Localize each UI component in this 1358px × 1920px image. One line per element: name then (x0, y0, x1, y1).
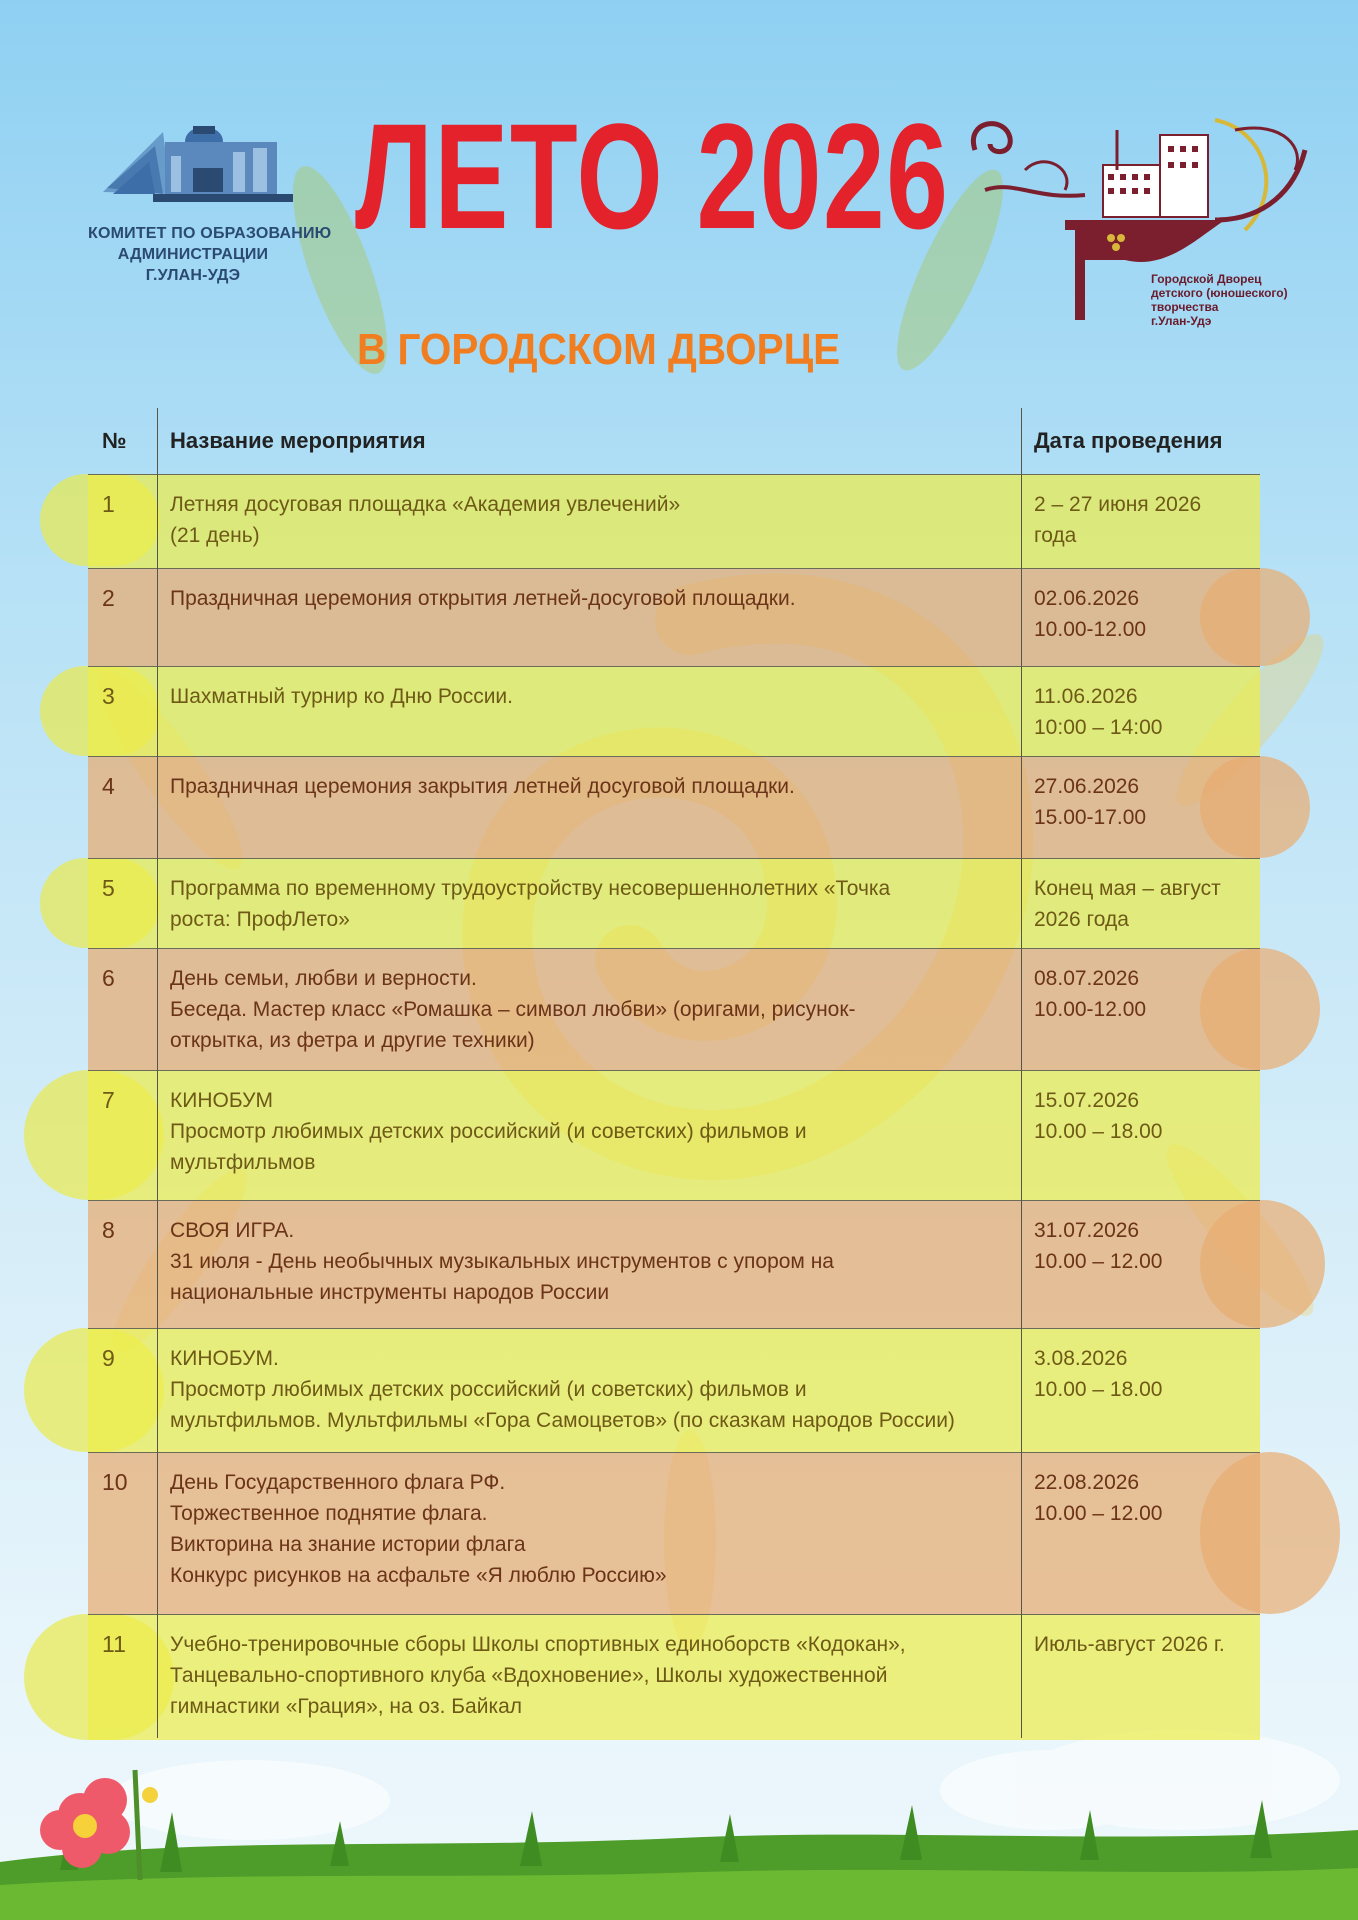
event-name-line: Просмотр любимых детских российский (и советских) фильмов и (170, 1120, 807, 1143)
event-date (1022, 757, 1260, 858)
event-date-line: Конец мая – август (1034, 877, 1221, 900)
table-row (88, 1614, 1260, 1740)
event-date-line: 22.08.2026 (1034, 1471, 1140, 1494)
event-date (1022, 667, 1260, 756)
table-row (88, 568, 1260, 666)
column-divider (1021, 408, 1022, 1738)
event-date-line: 15.00-17.00 (1034, 806, 1147, 829)
event-name (158, 757, 1022, 858)
event-date-line: 02.06.2026 (1034, 587, 1140, 610)
event-name-line: открытка, из фетра и другие техники) (170, 1029, 535, 1052)
event-date-line: 10.00 – 12.00 (1034, 1502, 1163, 1525)
event-date-line: 27.06.2026 (1034, 775, 1140, 798)
row-number: 4 (102, 773, 115, 799)
table-row (88, 858, 1260, 948)
row-number: 5 (102, 875, 115, 901)
event-date (1022, 1453, 1260, 1614)
event-date-line: 10.00 – 12.00 (1034, 1250, 1163, 1273)
event-name-line: роста: ПрофЛето» (170, 908, 350, 931)
event-name (158, 569, 1022, 666)
event-name-line: Викторина на знание истории флага (170, 1533, 526, 1556)
event-name-line: (21 день) (170, 524, 260, 547)
event-name-line: мультфильмов. Мультфильмы «Гора Самоцветов» (по сказкам народов России) (170, 1409, 955, 1432)
row-number: 11 (102, 1631, 126, 1657)
event-name-line: гимнастики «Грация», на оз. Байкал (170, 1695, 523, 1718)
event-name-line: Танцевально-спортивного клуба «Вдохновение», Школы художественной (170, 1664, 888, 1687)
page-title: ЛЕТО 2026 (355, 92, 950, 260)
palace-caption-line: детского (юношеского) (1151, 286, 1288, 300)
palace-caption-line: г.Улан-Удэ (1151, 314, 1212, 328)
event-date-line: 10.00 – 18.00 (1034, 1378, 1163, 1401)
event-name-line: Просмотр любимых детских российский (и советских) фильмов и (170, 1378, 807, 1401)
event-date (1022, 859, 1260, 948)
event-name (158, 1071, 1022, 1200)
palace-caption-line: творчества (1151, 300, 1219, 314)
event-name-line: Конкурс рисунков на асфальте «Я люблю Россию» (170, 1564, 667, 1587)
event-date-line: 08.07.2026 (1034, 967, 1140, 990)
row-number: 9 (102, 1345, 115, 1371)
event-name (158, 1201, 1022, 1328)
row-number: 6 (102, 965, 115, 991)
event-date (1022, 475, 1260, 568)
event-date (1022, 1201, 1260, 1328)
event-date (1022, 1071, 1260, 1200)
table-row (88, 1070, 1260, 1200)
event-name (158, 949, 1022, 1070)
event-name-line: Летняя досуговая площадка «Академия увлечений» (170, 493, 681, 516)
event-name (158, 475, 1022, 568)
row-number: 8 (102, 1217, 115, 1243)
table-row (88, 666, 1260, 756)
committee-logo (88, 112, 332, 286)
event-name (158, 1453, 1022, 1614)
column-header-number: № (102, 428, 127, 453)
table-row (88, 1200, 1260, 1328)
row-number: 2 (102, 585, 115, 611)
event-date-line: 10.00 – 18.00 (1034, 1120, 1163, 1143)
table-row (88, 1452, 1260, 1614)
event-name-line: Праздничная церемония закрытия летней досуговой площадки. (170, 775, 795, 798)
event-date-line: 10.00-12.00 (1034, 618, 1147, 641)
event-date (1022, 1615, 1260, 1740)
book-city-icon (93, 112, 293, 212)
row-number: 10 (102, 1469, 128, 1495)
event-date-line: 31.07.2026 (1034, 1219, 1140, 1242)
page-subtitle: В ГОРОДСКОМ ДВОРЦЕ (357, 325, 841, 374)
row-number: 3 (102, 683, 115, 709)
event-name-line: Беседа. Мастер класс «Ромашка – символ любви» (оригами, рисунок- (170, 998, 856, 1021)
event-date-line: 3.08.2026 (1034, 1347, 1128, 1370)
event-name-line: Праздничная церемония открытия летней-досуговой площадки. (170, 587, 796, 610)
event-date-line: 10:00 – 14:00 (1034, 716, 1163, 739)
event-name-line: Шахматный турнир ко Дню России. (170, 685, 513, 708)
column-header-event: Название мероприятия (170, 428, 426, 453)
event-date-line: года (1034, 524, 1077, 547)
event-name-line: Учебно-тренировочные сборы Школы спортивных единоборств «Кодокан», (170, 1633, 906, 1656)
committee-caption-line: АДМИНИСТРАЦИИ (117, 246, 269, 263)
event-date-line: 2 – 27 июня 2026 (1034, 493, 1202, 516)
committee-caption-line: КОМИТЕТ ПО ОБРАЗОВАНИЮ (88, 225, 332, 242)
row-number: 7 (102, 1087, 115, 1113)
event-name (158, 667, 1022, 756)
event-name-line: СВОЯ ИГРА. (170, 1219, 295, 1242)
table-body (88, 474, 1260, 1740)
table-row (88, 474, 1260, 568)
column-divider (157, 408, 158, 1738)
table-row (88, 948, 1260, 1070)
table-row (88, 756, 1260, 858)
event-name-line: мультфильмов (170, 1151, 316, 1174)
event-name-line: День Государственного флага РФ. (170, 1471, 506, 1494)
event-date-line: 10.00-12.00 (1034, 998, 1147, 1021)
event-name-line: День семьи, любви и верности. (170, 967, 477, 990)
event-date (1022, 949, 1260, 1070)
event-name (158, 1329, 1022, 1452)
event-name-line: КИНОБУМ (170, 1089, 273, 1112)
event-name-line: Торжественное поднятие флага. (170, 1502, 488, 1525)
event-name-line: 31 июля - День необычных музыкальных инструментов с упором на (170, 1250, 834, 1273)
event-date (1022, 569, 1260, 666)
event-date-line: Июль-август 2026 г. (1034, 1633, 1225, 1656)
palace-caption-line: Городской Дворец (1151, 272, 1262, 286)
table-row (88, 1328, 1260, 1452)
event-name-line: КИНОБУМ. (170, 1347, 279, 1370)
event-date-line: 11.06.2026 (1034, 685, 1138, 708)
event-date-line: 2026 года (1034, 908, 1129, 931)
row-number: 1 (102, 491, 115, 517)
event-name-line: Программа по временному трудоустройству несовершеннолетних «Точка (170, 877, 891, 900)
event-date-line: 15.07.2026 (1034, 1089, 1140, 1112)
event-date (1022, 1329, 1260, 1452)
event-name (158, 859, 1022, 948)
palace-logo (965, 110, 1315, 330)
table-header (88, 408, 1260, 474)
events-table (88, 408, 1260, 1740)
committee-caption-line: Г.УЛАН-УДЭ (145, 267, 241, 284)
event-name-line: национальные инструменты народов России (170, 1281, 610, 1304)
event-name (158, 1615, 1022, 1740)
column-header-date: Дата проведения (1034, 428, 1223, 453)
